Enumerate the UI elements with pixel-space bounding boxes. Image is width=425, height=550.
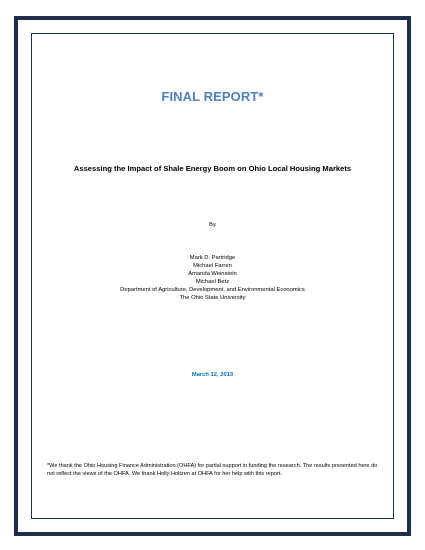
report-subtitle: Assessing the Impact of Shale Energy Boom on Ohio Local Housing Markets: [73, 164, 352, 173]
author-name: Mark D. Partridge: [189, 255, 236, 261]
report-title: FINAL REPORT*: [161, 89, 264, 104]
author-name: Michael Betz: [195, 279, 230, 286]
by-label: By: [209, 222, 216, 228]
author-name: Amanda Weinstein: [188, 271, 237, 278]
department-name: Department of Agriculture, Development, and Environmental Economics: [120, 287, 305, 294]
acknowledgement-footnote: *We thank the Ohio Housing Finance Administration (OHFA) for partial support in funding the research. The results presented here do not reflect the views of the OHFA. We thank Holly Holtzen at OHFA for her help with this report.: [47, 463, 378, 477]
report-date: March 12, 2013: [191, 372, 234, 378]
university-name: The Ohio State University: [179, 295, 246, 302]
author-block: [0, 254, 425, 303]
author-name: Michael Farren: [193, 263, 232, 270]
